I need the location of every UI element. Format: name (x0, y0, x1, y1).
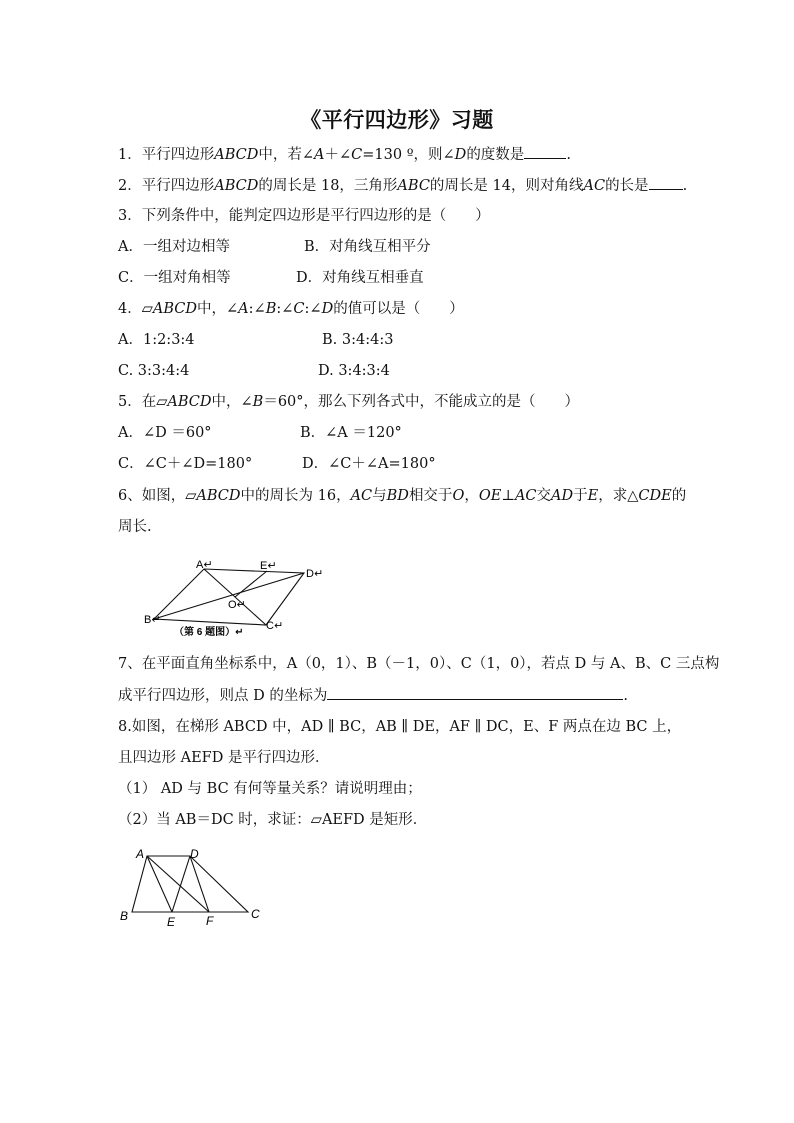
question-2: 2．平行四边形ABCD的周长是 18，三角形ABC的周长是 14，则对角线AC的长是 . (118, 175, 687, 196)
question-5-stem: 5．在▱ABCD中，∠B＝60°，那么下列各式中，不能成立的是（ ） (118, 394, 580, 410)
question-3-option-d: D．对角线互相垂直 (296, 270, 424, 286)
label-d: D (190, 847, 199, 861)
label-e: E↵ (260, 560, 277, 572)
label-c: C↵ (266, 620, 284, 632)
question-5-option-c: C．∠C＋∠D=180° (118, 456, 253, 472)
answer-blank-1[interactable] (524, 144, 566, 159)
question-3-option-c: C．一组对角相等 (118, 270, 231, 286)
question-1: 1．平行四边形ABCD中，若∠A＋∠C=130 º，则∠D的度数是 . (118, 144, 571, 165)
question-4-option-d: D. 3:4:3:4 (318, 363, 390, 379)
figure-6-caption: （第 6 题图）↵ (174, 627, 244, 638)
question-8-line-2: 且四边形 AEFD 是平行四边形． (118, 750, 330, 766)
label-o: O↵ (228, 599, 246, 611)
label-f: F (206, 914, 214, 928)
question-5-option-d: D．∠C＋∠A=180° (302, 456, 436, 472)
segment-ae (147, 856, 172, 912)
label-d: D↵ (306, 568, 324, 580)
label-a: A (136, 847, 145, 861)
segment-de (172, 856, 190, 912)
question-6-line-2: 周长. (118, 519, 152, 535)
trapezoid-outline (132, 856, 248, 912)
question-4-option-a: A．1:2:3:4 (118, 332, 195, 348)
question-7-line-2: 成平行四边形，则点 D 的坐标为 . (118, 685, 628, 706)
question-5-option-a: A．∠D ＝60° (118, 425, 212, 441)
question-6-line-1: 6、如图，▱ABCD中的周长为 16，AC与BD相交于O，OE⊥AC交AD于E，求△CDE的 (118, 488, 687, 504)
label-e: E (167, 915, 176, 929)
page-title: 《平行四边形》习题 (300, 107, 494, 132)
question-5-option-b: B．∠A ＝120° (300, 425, 402, 441)
question-8-part-2: （2）当 AB＝DC 时，求证：▱AEFD 是矩形． (118, 812, 428, 828)
question-7-line-1: 7、在平面直角坐标系中，A（0，1）、B（－1，0）、C（1，0），若点 D 与 A、B、C 三点构 (118, 656, 720, 672)
label-c: C (251, 907, 260, 921)
question-8-part-1: （1） AD 与 BC 有何等量关系？请说明理由； (118, 781, 422, 797)
question-4-option-b: B. 3:4:4:3 (322, 332, 394, 348)
parallelogram-outline (154, 569, 304, 625)
question-3-option-b: B．对角线互相平分 (304, 239, 431, 255)
question-4-stem: 4．▱ABCD中，∠A:∠B:∠C:∠D的值可以是（ ） (118, 301, 464, 317)
label-b: B↵ (144, 614, 161, 626)
figure-trapezoid-abcd (118, 846, 268, 930)
segment-oe (235, 571, 267, 597)
question-3-option-a: A．一组对边相等 (118, 239, 230, 255)
question-4-option-c: C. 3:3:4:4 (118, 363, 190, 379)
label-b: B (120, 909, 129, 923)
label-a: A↵ (196, 559, 213, 571)
figure-parallelogram-abcd (142, 555, 332, 641)
answer-blank-7[interactable] (327, 685, 623, 700)
answer-blank-2[interactable] (649, 175, 683, 190)
question-3-stem: 3．下列条件中，能判定四边形是平行四边形的是（ ） (118, 208, 490, 224)
question-8-line-1: 8.如图，在梯形 ABCD 中，AD ∥ BC，AB ∥ DE，AF ∥ DC，E、F 两点在边 BC 上， (118, 719, 682, 735)
